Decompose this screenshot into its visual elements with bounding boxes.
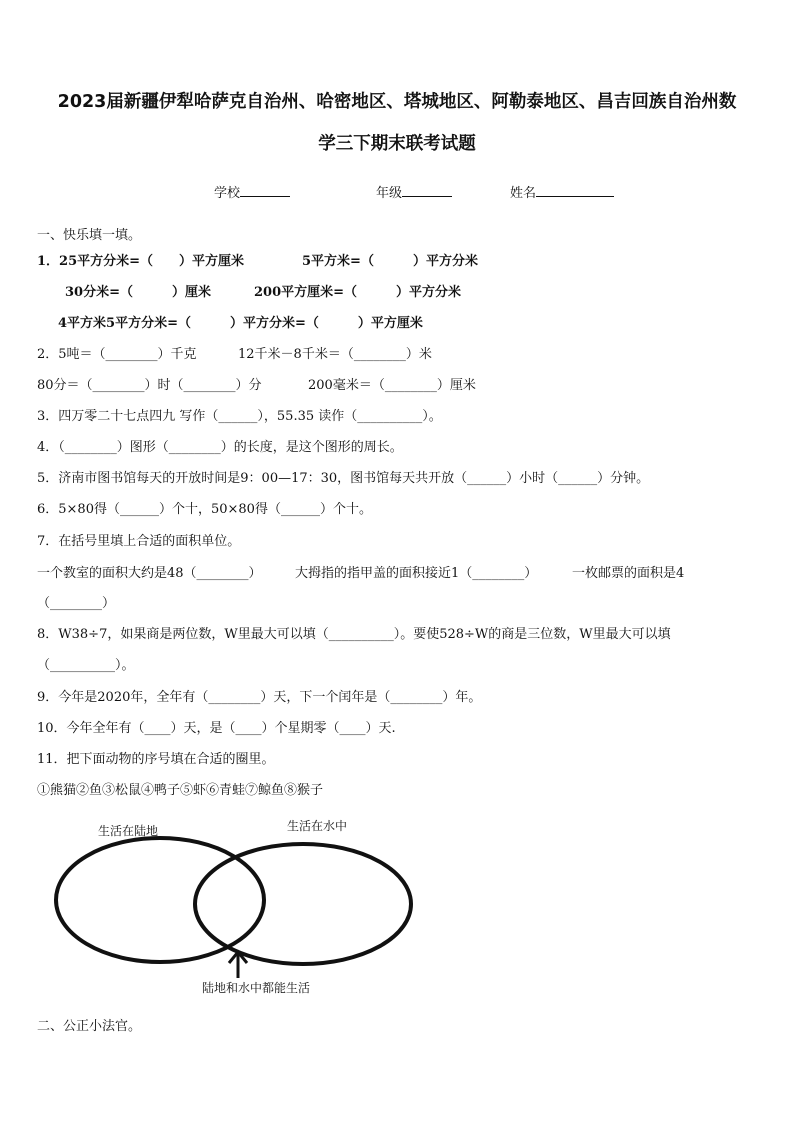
label-water: 生活在水中 <box>287 819 348 833</box>
question-7b: 大拇指的指甲盖的面积接近1（________） <box>295 566 538 581</box>
question-2c: 80分＝（________）时（________）分 <box>37 378 262 393</box>
question-7-stem: 7．在括号里填上合适的面积单位。 <box>37 534 241 549</box>
exam-title-line1: 2023届新疆伊犁哈萨克自治州、哈密地区、塔城地区、阿勒泰地区、昌吉回族自治州数 <box>57 92 737 112</box>
question-8a: 8．W38÷7，如果商是两位数，W里最大可以填（__________）。要使528÷W的商是三位数，W里最大可以填 <box>37 627 671 642</box>
question-8b: （__________）。 <box>37 658 135 673</box>
question-5: 5．济南市图书馆每天的开放时间是9：00—17：30，图书馆每天共开放（______）小时（______）分钟。 <box>37 471 650 486</box>
question-1d: 200平方厘米=（ ）平方分米 <box>254 285 462 300</box>
question-7d: （________） <box>37 596 116 611</box>
question-2b: 12千米－8千米＝（________）米 <box>238 347 432 362</box>
question-3: 3．四万零二十七点四九 写作（______），55.35 读作（__________）。 <box>37 409 442 424</box>
question-6: 6．5×80得（______）个十，50×80得（______）个十。 <box>37 502 372 517</box>
question-9: 9．今年是2020年，全年有（________）天，下一个闰年是（________）年。 <box>37 690 482 705</box>
question-1b: 5平方米=（ ）平方分米 <box>302 254 478 269</box>
question-4: 4．（________）图形（________）的长度，是这个图形的周长。 <box>37 440 403 455</box>
question-1c: 30分米=（ ）厘米 <box>65 285 211 300</box>
school-label: 学校 <box>214 186 241 201</box>
question-10: 10．今年全年有（____）天，是（____）个星期零（____）天. <box>37 721 396 736</box>
question-7c: 一枚邮票的面积是4 <box>572 566 685 581</box>
question-2d: 200毫米＝（________）厘米 <box>308 378 476 393</box>
question-7a: 一个教室的面积大约是48（________） <box>37 566 262 581</box>
question-11-animals: ①熊猫②鱼③松鼠④鸭子⑤虾⑥青蛙⑦鲸鱼⑧猴子 <box>37 783 324 798</box>
question-2a: 2．5吨＝（________）千克 <box>37 347 197 362</box>
label-both: 陆地和水中都能生活 <box>202 981 311 995</box>
question-1a: 1．25平方分米=（ ）平方厘米 <box>37 254 245 269</box>
question-11-stem: 11．把下面动物的序号填在合适的圈里。 <box>37 752 275 767</box>
exam-title-line2: 学三下期末联考试题 <box>318 134 476 154</box>
section-heading-2: 二、公正小法官。 <box>37 1019 142 1034</box>
name-label: 姓名 <box>510 186 537 201</box>
section-heading-1: 一、快乐填一填。 <box>37 228 142 243</box>
water-circle <box>195 844 411 964</box>
question-1e: 4平方米5平方分米=（ ）平方分米=（ ）平方厘米 <box>58 316 423 331</box>
grade-label: 年级 <box>376 186 403 201</box>
label-land: 生活在陆地 <box>98 824 159 838</box>
